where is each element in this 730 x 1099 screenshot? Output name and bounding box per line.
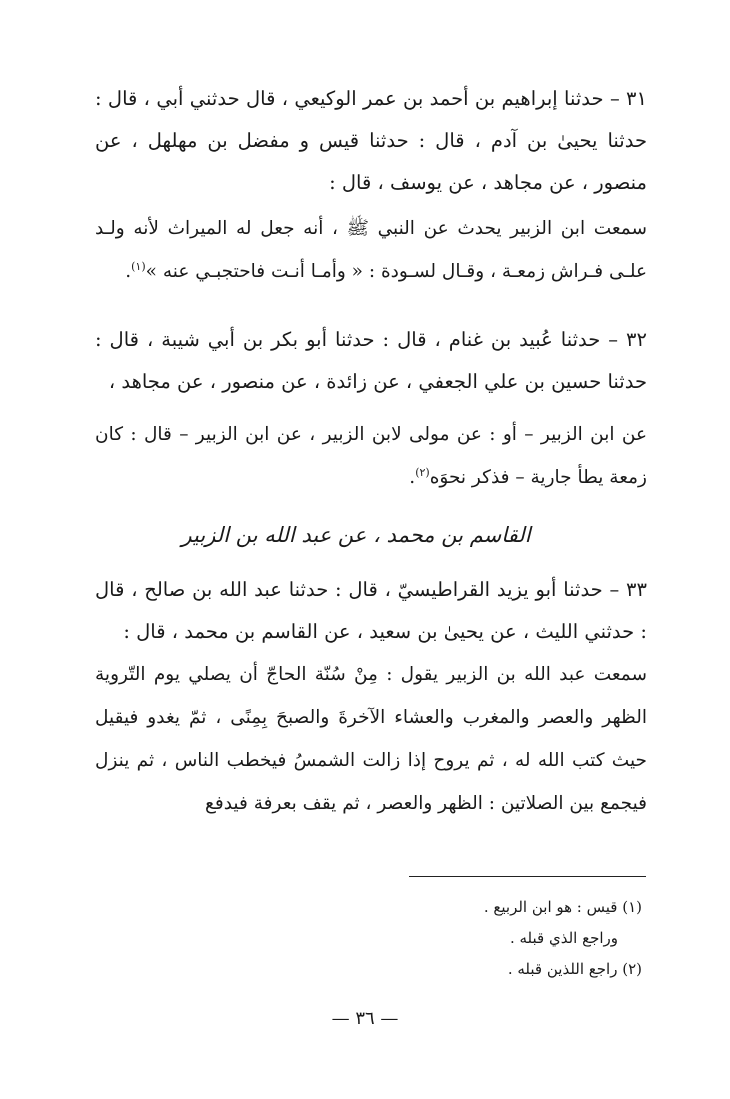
footnote-1-continued: وراجع الذي قبله . [509, 929, 618, 947]
hadith-31-matn-end: . [125, 261, 132, 282]
hadith-31-matn-text: سمعت ابن الزبير يحدث عن النبي ﷺ ، أنه جعل له الميراث لأنه ولـد علـى فـراش زمعـة ، وقـال لسـودة : « وأمـا أنـت فاحتجبـي عنه » [95, 218, 647, 282]
hadith-33-isnad: ٣٣ – حدثنا أبو يزيد القراطيسيّ ، قال : حدثنا عبد الله بن صالح ، قال : حدثني الليث ، عن يحيىٰ بن سعيد ، عن القاسم بن محمد ، قال : [95, 578, 647, 643]
footnote-1: (١) قيس : هو ابن الربيع . [483, 898, 642, 916]
hadith-31-isnad: ٣١ – حدثنا إبراهيم بن أحمد بن عمر الوكيعي ، قال حدثني أبي ، قال : حدثنا يحيىٰ بن آدم ، قال : حدثنا قيس و مفضل بن مهلهل ، عن منصور ، عن مجاهد ، عن يوسف ، قال : [95, 87, 647, 194]
footnote-ref-2: (٢) [415, 465, 430, 479]
hadith-32-matn-text: عن ابن الزبير – أو : عن مولى لابن الزبير ، عن ابن الزبير – قال : كان زمعة يطأ جارية – فذكر نحوَه [95, 424, 647, 488]
hadith-32-matn [95, 413, 647, 499]
hadith-31-matn [95, 207, 647, 293]
footnotes [312, 892, 642, 985]
footnote-2: (٢) راجع اللذين قبله . [507, 960, 642, 978]
hadith-32-isnad: ٣٢ – حدثنا عُبيد بن غنام ، قال : حدثنا أبو بكر بن أبي شيبة ، قال : حدثنا حسين بن علي الجعفي ، عن زائدة ، عن منصور ، عن مجاهد ، [95, 328, 647, 393]
footnote-divider [409, 876, 646, 877]
page-body [95, 78, 647, 825]
footnote-ref-1: (١) [131, 259, 146, 273]
page-number: — ٣٦ — [331, 1008, 399, 1029]
chapter-title: القاسم بن محمد ، عن عبد الله بن الزبير [181, 523, 531, 547]
hadith-32-matn-end: . [409, 467, 416, 488]
hadith-33-matn: سمعت عبد الله بن الزبير يقول : مِنْ سُنّة الحاجّ أن يصلي يوم التّروية الظهر والعصر والمغرب والعشاء الآخرةَ والصبحَ بِمِنًى ، ثمّ يغدو فيقيل حيث كتب الله له ، ثم يروح إذا زالت الشمسُ فيخطب الناس ، ثم ينزل فيجمع بين الصلاتين : الظهر والعصر ، ثم يقف بعرفة فيدفع [95, 664, 647, 814]
